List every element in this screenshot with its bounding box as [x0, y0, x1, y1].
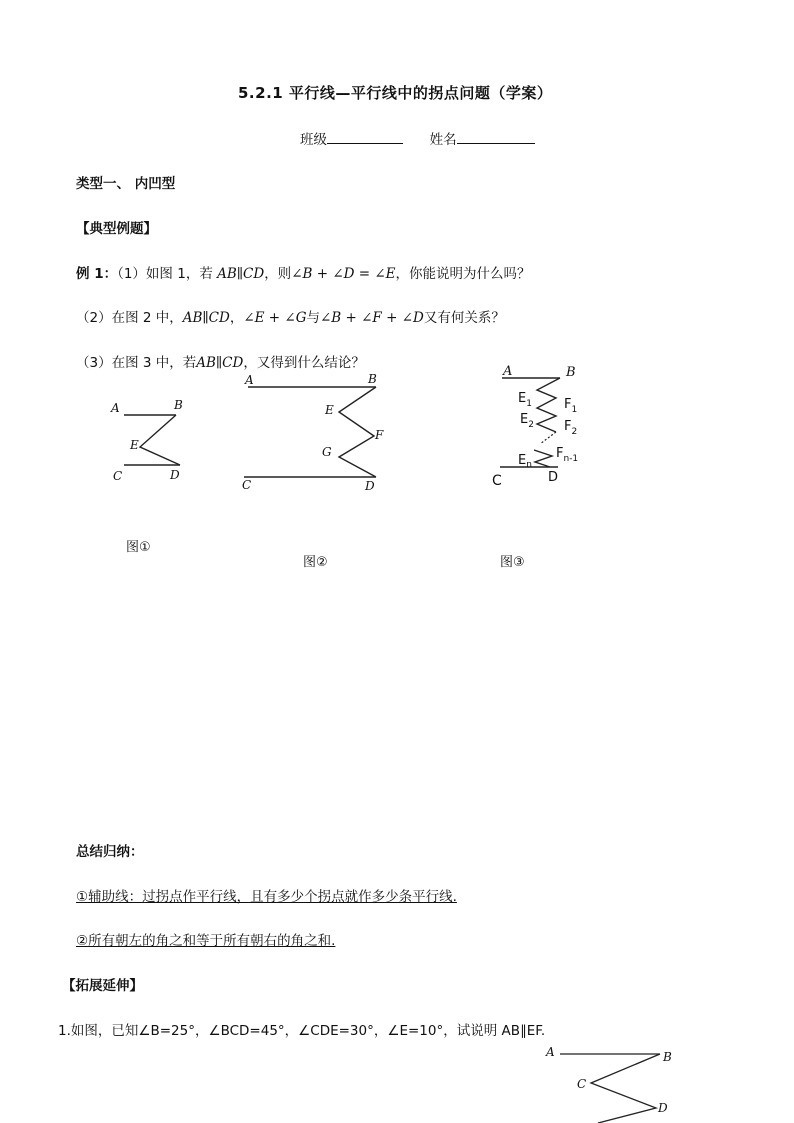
fig4-label-C: C — [577, 1077, 587, 1091]
figure3-diagram — [490, 360, 600, 495]
q2-suffix: 又有何关系？ — [423, 310, 505, 326]
figure1-diagram — [100, 395, 200, 490]
fig2-label-F: F — [375, 428, 384, 442]
figure1-caption: 图① — [126, 540, 151, 555]
fig3-label-C: C — [492, 473, 502, 489]
fig1-label-A: A — [111, 401, 120, 415]
fig2-label-E: E — [325, 403, 334, 417]
q1-condition: AB∥CD — [217, 266, 265, 282]
figure3-caption: 图③ — [500, 555, 525, 570]
example1-question2 — [76, 306, 505, 326]
fig3-label-A: A — [503, 364, 513, 379]
q2-with: 与 — [306, 310, 320, 326]
name-blank[interactable] — [457, 129, 535, 144]
examples-heading: 【典型例题】 — [76, 221, 157, 237]
q3-prefix: （3）在图 3 中，若 — [76, 355, 197, 371]
fig3-label-B: B — [566, 365, 576, 380]
fig3-label-E1: $E_1$ — [518, 391, 532, 409]
q2-condition: AB∥CD — [182, 310, 230, 326]
summary-point2: ②所有朝左的角之和等于所有朝右的角之和. — [76, 933, 336, 949]
fig4-label-A: A — [546, 1045, 555, 1059]
summary-heading: 总结归纳： — [76, 844, 144, 860]
class-name-line — [300, 128, 535, 148]
fig3-label-E2: $E_2$ — [520, 412, 534, 430]
example1-label: 例 1： — [76, 266, 118, 282]
fig2-label-D: D — [365, 479, 375, 493]
fig1-label-D: D — [170, 468, 180, 482]
q3-condition: AB∥CD — [196, 355, 244, 371]
fig3-label-En: $E_n$ — [518, 453, 532, 470]
q1-suffix: ，你能说明为什么吗？ — [395, 266, 531, 282]
q1-prefix: （1）如图 1，若 — [117, 266, 213, 282]
example1-question3 — [76, 351, 365, 371]
fig4-label-B: B — [663, 1050, 672, 1064]
figure2-diagram — [238, 370, 388, 495]
q1-mid: ，则 — [264, 266, 292, 282]
fig1-label-C: C — [113, 469, 123, 483]
fig3-label-F1: $F_1$ — [564, 397, 578, 415]
example1-question1 — [76, 262, 531, 282]
fig3-label-Fn1: $F_{n-1}$ — [556, 446, 579, 464]
fig2-label-G: G — [322, 445, 332, 459]
fig4-label-D: D — [658, 1101, 668, 1115]
class-label: 班级 — [300, 132, 327, 148]
section-heading: 类型一、 内凹型 — [76, 176, 176, 192]
fig3-label-D: D — [548, 470, 559, 485]
page-title: 5.2.1 平行线—平行线中的拐点问题（学案） — [238, 84, 553, 102]
fig2-label-A: A — [245, 373, 254, 387]
fig1-label-B: B — [174, 398, 183, 412]
q2-expression1: ∠E + ∠G — [243, 310, 307, 326]
fig1-label-E: E — [130, 438, 139, 452]
fig2-label-B: B — [368, 372, 377, 386]
extension-question1: 1.如图，已知∠B=25°，∠BCD=45°，∠CDE=30°，∠E=10°，试说明 AB∥EF. — [58, 1023, 546, 1039]
figure4-diagram — [540, 1040, 680, 1123]
fig3-label-F2: $F_2$ — [564, 419, 578, 437]
q3-suffix: ，又得到什么结论？ — [243, 355, 365, 371]
class-blank[interactable] — [327, 129, 403, 144]
extension-heading: 【拓展延伸】 — [62, 978, 143, 994]
name-label: 姓名 — [429, 132, 457, 148]
fig2-label-C: C — [242, 478, 252, 492]
summary-point1: ①辅助线：过拐点作平行线，且有多少个拐点就作多少条平行线. — [76, 889, 457, 905]
q2-expression2: ∠B + ∠F + ∠D — [319, 310, 424, 326]
q2-separator: ， — [229, 310, 244, 326]
q2-prefix: （2）在图 2 中， — [76, 310, 183, 326]
q1-expression: ∠B + ∠D = ∠E — [291, 266, 396, 282]
figure2-caption: 图② — [303, 555, 328, 570]
